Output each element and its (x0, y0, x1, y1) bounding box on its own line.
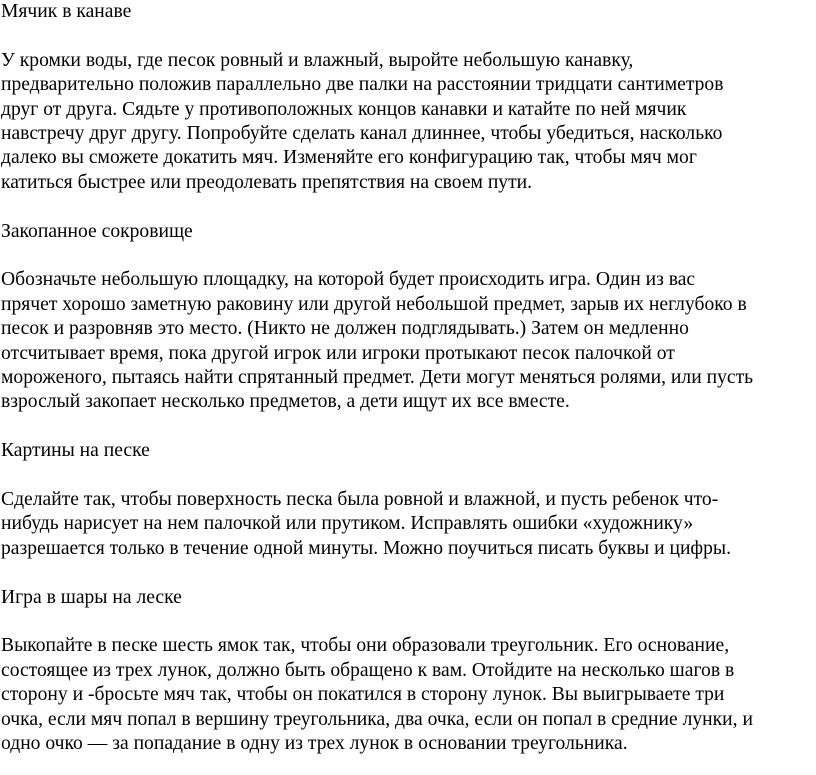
text-line: катиться быстрее или преодолевать препятствия на своем пути. (1, 171, 533, 193)
section-title-ball-in-ditch: Мячик в канаве (1, 1, 132, 22)
text-line: Выкопайте в песке шесть ямок так, чтобы они образовали треугольник. Его основание, (1, 635, 730, 657)
text-line: друг от друга. Сядьте у противоположных концов канавки и катайте по ней мячик (1, 98, 687, 120)
paragraph-gap (1, 464, 813, 488)
section-title-buried-treasure: Закопанное сокровище (1, 220, 193, 242)
paragraph-gap (1, 415, 813, 439)
document-page (1, 0, 813, 756)
section-body-ball-in-ditch (1, 49, 813, 195)
paragraph-gap (1, 24, 813, 48)
section-title-ball-game: Игра в шары на леске (1, 586, 182, 608)
text-line: одно очко — за попадание в одну из трех лунок в основании треугольника. (1, 733, 628, 755)
text-line: песок и разровняв это место. (Никто не должен подглядывать.) Затем он медленно (1, 318, 689, 340)
text-line: разрешается только в течение одной минуты. Можно поучиться писать буквы и цифры. (1, 537, 731, 559)
paragraph-gap (1, 195, 813, 219)
text-line: далеко вы сможете докатить мяч. Изменяйте его конфигурацию так, чтобы мяч мог (1, 147, 697, 169)
section-body-buried-treasure (1, 268, 813, 414)
text-line: очка, если мяч попал в вершину треугольника, два очка, если он попал в средние лунки, и (1, 708, 753, 730)
text-line: предварительно положив параллельно две палки на расстоянии тридцати сантиметров (1, 74, 724, 96)
text-line: прячет хорошо заметную раковину или другой небольшой предмет, зарыв их неглубоко в (1, 293, 747, 315)
text-line: навстречу друг другу. Попробуйте сделать канал длиннее, чтобы убедиться, насколько (1, 123, 723, 145)
text-line: У кромки воды, где песок ровный и влажный, выройте небольшую канавку, (1, 49, 634, 71)
paragraph-gap (1, 561, 813, 585)
text-line: Сделайте так, чтобы поверхность песка была ровной и влажной, и пусть ребенок что- (1, 489, 719, 511)
text-line: Обозначьте небольшую площадку, на которой будет происходить игра. Один из вас (1, 269, 696, 291)
section-body-ball-game (1, 634, 813, 756)
text-line: взрослый закопает несколько предметов, а дети ищут их все вместе. (1, 391, 570, 413)
paragraph-gap (1, 244, 813, 268)
text-line: отсчитывает время, пока другой игрок или игроки протыкают песок палочкой от (1, 342, 675, 364)
section-body-sand-pictures (1, 488, 813, 561)
text-line: мороженого, пытаясь найти спрятанный предмет. Дети могут меняться ролями, или пусть (1, 367, 754, 389)
section-title-sand-pictures: Картины на песке (1, 440, 150, 462)
paragraph-gap (1, 610, 813, 634)
text-line: состоящее из трех лунок, должно быть обращено к вам. Отойдите на несколько шагов в (1, 659, 735, 681)
text-line: сторону и -бросьте мяч так, чтобы он покатился в сторону лунок. Вы выигрываете три (1, 684, 725, 706)
text-line: нибудь нарисует на нем палочкой или прутиком. Исправлять ошибки «художнику» (1, 513, 694, 535)
